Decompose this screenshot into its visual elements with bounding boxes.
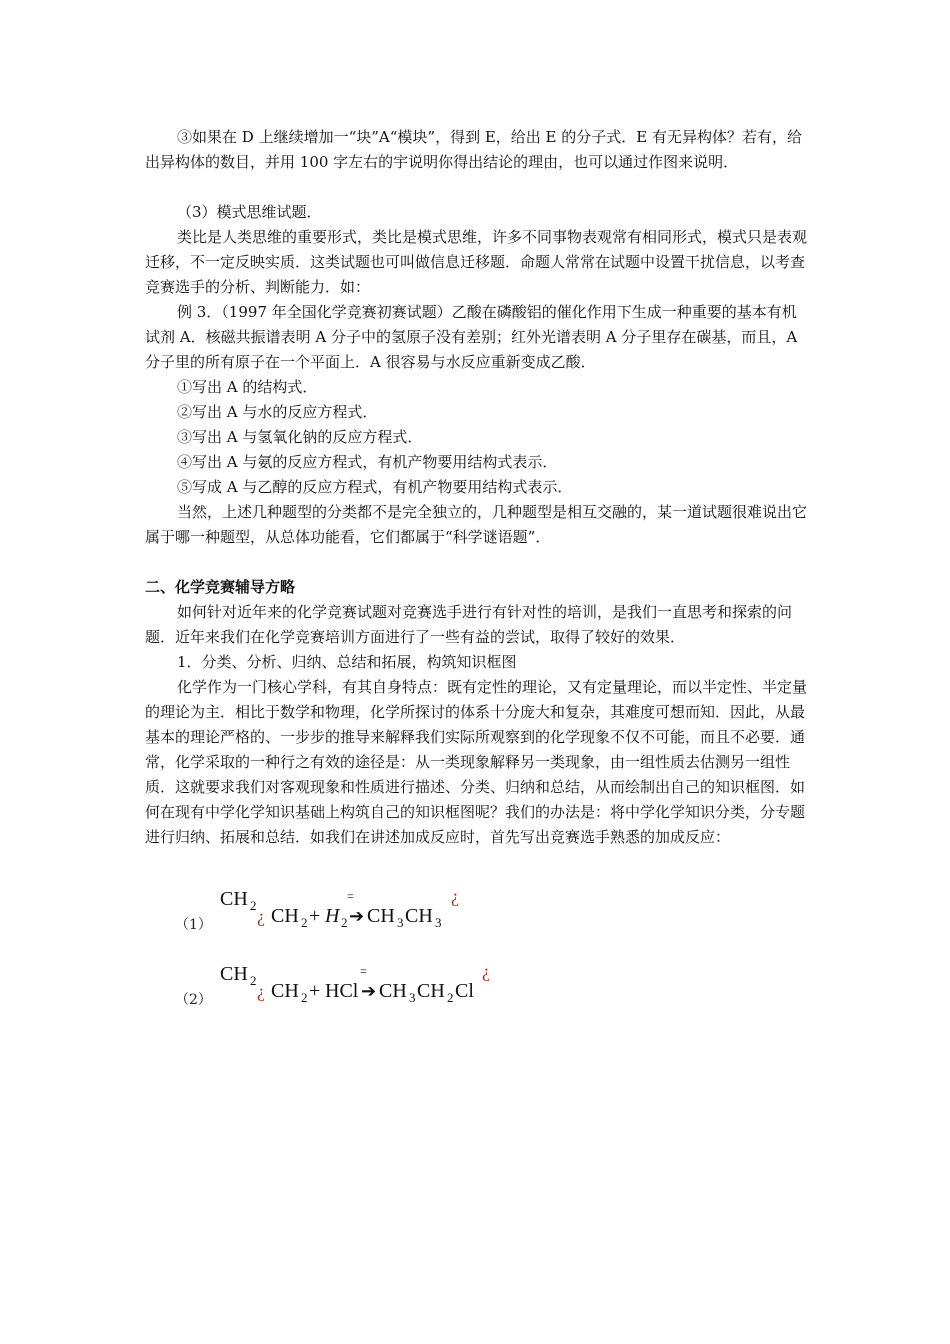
formula-equal-mark: = [360, 964, 367, 978]
reaction-arrow-icon: ➔ [361, 981, 377, 1001]
formula-subscript: 3 [397, 915, 404, 930]
question-item-5: ⑤写成 A 与乙醇的反应方程式，有机产物要用结构式表示． [177, 478, 573, 496]
formula-product-3: Cl [455, 980, 474, 1002]
formula-tail-glyph: ¿ [482, 961, 490, 981]
equation-1-formula [215, 880, 635, 950]
question-item-1: ①写出 A 的结构式． [177, 378, 318, 396]
paragraph-chemistry-core: 化学作为一门核心学科，有其自身特点：既有定性的理论，又有定量理论，而以半定性、半定量的理论为主．相比于数学和物理，化学所探讨的体系十分庞大和复杂，其难度可想而知．因此，从最基本的理论严格的、一步步的推导来解释我们实际所观察到的化学现象不仅不可能，而且不必要．通常，化学采取的一种行之有效的途径是：从一类现象解释另一类现象，由一组性质去估测另一组性质．这就要求我们对客观现象和性质进行描述、分类、归纳和总结，从而绘制出自己的知识框图．如何在现有中学化学知识基础上构筑自己的知识框图呢？我们的办法是：将中学化学知识分类，分专题进行归纳、拓展和总结．如我们在讲述加成反应时，首先写出竞赛选手熟悉的加成反应： [145, 678, 808, 846]
formula-subscript: 2 [250, 898, 257, 913]
formula-tail-glyph: ¿ [451, 886, 459, 906]
formula-subscript: 2 [447, 990, 454, 1005]
formula-product-2: CH [417, 980, 445, 1002]
section-heading: 二、化学竞赛辅导方略 [145, 578, 296, 596]
equation-1 [145, 880, 645, 950]
formula-plus: + [309, 980, 321, 1002]
formula-ch2-top: CH [220, 888, 248, 910]
formula-subscript: 3 [435, 915, 442, 930]
paragraph-example-3: 例 3．（1997 年全国化学竞赛初赛试题）乙酸在磷酸铝的催化作用下生成一种重要的基本有机试剂 A．核磁共振谱表明 A 分子中的氢原子没有差别；红外光谱表明 A 分子里存在碳基，而且，A 分子里的所有原子在一个平面上．A 很容易与水反应重新变成乙酸． [145, 303, 798, 371]
formula-glyph: ¿ [257, 906, 265, 926]
formula-subscript: 2 [301, 915, 308, 930]
paragraph-analogy: 类比是人类思维的重要形式，类比是模式思维，许多不同事物表观常有相同形式，模式只是表观迁移，不一定反映实质．这类试题也可叫做信息迁移题．命题人常常在试题中设置干扰信息，以考查竞赛选手的分析、判断能力．如： [145, 228, 808, 296]
formula-product-1: CH [367, 905, 395, 927]
formula-reactant-1: CH [271, 905, 299, 927]
formula-equal-mark: = [347, 889, 354, 903]
paragraph-conclusion: 当然，上述几种题型的分类都不是完全独立的，几种题型是相互交融的，某一道试题很难说出它属于哪一种题型，从总体功能看，它们都属于“科学谜语题”． [145, 503, 808, 546]
equation-number: （2） [175, 992, 212, 1008]
formula-reactant-1: CH [271, 980, 299, 1002]
formula-reactant-2: HCl [325, 980, 359, 1002]
formula-plus: + [309, 905, 321, 927]
formula-reactant-2: H [325, 905, 340, 927]
question-item-3: ③写出 A 与氢氧化钠的反应方程式． [177, 428, 423, 446]
formula-subscript: 3 [409, 990, 416, 1005]
question-item-4: ④写出 A 与氨的反应方程式，有机产物要用结构式表示． [177, 453, 558, 471]
formula-product-2: CH [405, 905, 433, 927]
paragraph-mode-thinking: （3）模式思维试题． [177, 203, 322, 221]
question-item-2: ②写出 A 与水的反应方程式． [177, 403, 378, 421]
formula-subscript: 2 [301, 990, 308, 1005]
formula-ch2-top: CH [220, 963, 248, 985]
formula-glyph: ¿ [257, 981, 265, 1001]
reaction-arrow-icon: ➔ [349, 906, 365, 926]
formula-subscript: 2 [341, 915, 348, 930]
paragraph-q3-e: ③如果在 D 上继续增加一“块”A“模块”，得到 E，给出 E 的分子式．E 有无异构体？若有，给出异构体的数目，并用 100 字左右的宇说明你得出结论的理由，也可以通过作图来说明． [145, 128, 802, 171]
equation-2-formula [215, 955, 635, 1025]
formula-subscript: 2 [250, 973, 257, 988]
formula-product-1: CH [379, 980, 407, 1002]
equation-2 [145, 955, 645, 1025]
paragraph-training-intro: 如何针对近年来的化学竞赛试题对竞赛选手进行有针对性的培训，是我们一直思考和探索的问题．近年来我们在化学竞赛培训方面进行了一些有益的尝试，取得了较好的效果． [145, 603, 793, 646]
subsection-heading-knowledge-frame: 1．分类、分析、归纳、总结和拓展，构筑知识框图 [177, 653, 517, 671]
equation-number: （1） [175, 917, 212, 933]
